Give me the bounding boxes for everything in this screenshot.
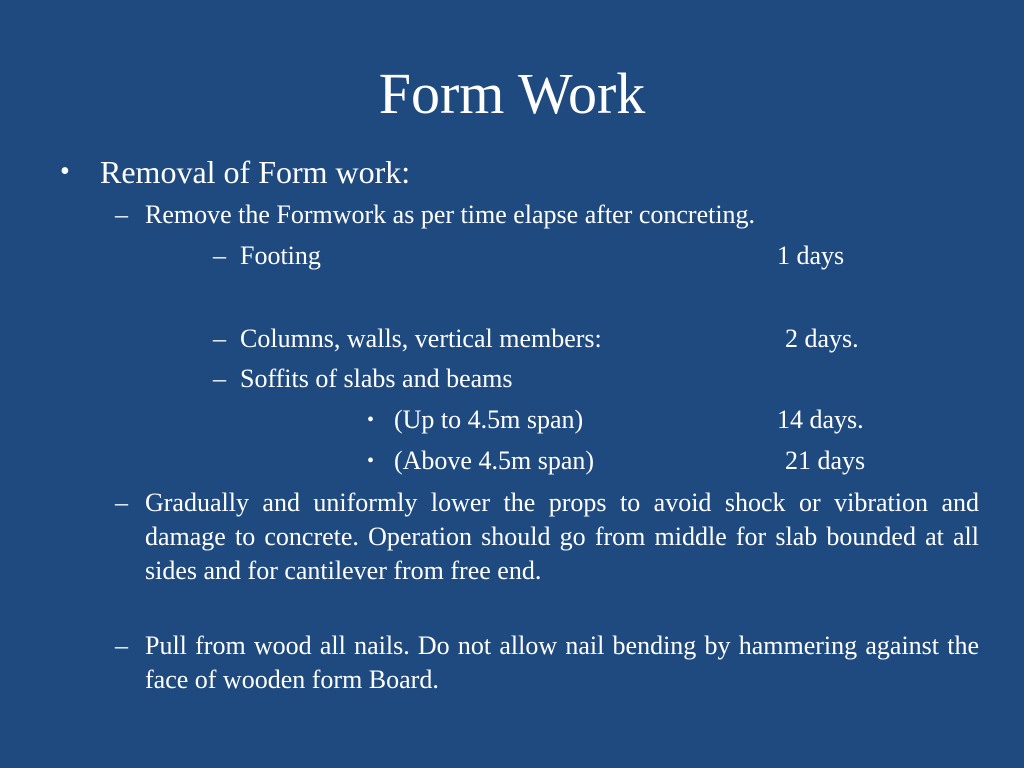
section-heading: Removal of Form work: — [100, 154, 411, 190]
note-paragraph: Gradually and uniformly lower the props to avoid shock or vibration and damage to concrete. Operation should go from middle for slab bounded at all sides and for cantilever from free end. — [145, 488, 979, 585]
bullet-icon: • — [60, 156, 70, 187]
sub-item-label: (Above 4.5m span) — [394, 446, 595, 475]
bullet-icon: • — [367, 409, 375, 431]
slide-title: Form Work — [378, 61, 646, 126]
dash-icon: – — [213, 241, 226, 270]
item-value: 1 days — [777, 241, 845, 270]
note-paragraph: Pull from wood all nails. Do not allow nail bending by hammering against the face of wooden form Board. — [145, 631, 979, 694]
sub-item-label: (Up to 4.5m span) — [394, 405, 584, 434]
dash-icon: – — [115, 200, 128, 229]
sub-item-value: 14 days. — [777, 405, 864, 434]
sub-item-value: 21 days — [785, 446, 866, 475]
dash-icon: – — [115, 488, 128, 517]
dash-icon: – — [115, 631, 128, 660]
bullet-icon: • — [367, 450, 375, 472]
item-label: Soffits of slabs and beams — [240, 364, 513, 393]
dash-icon: – — [213, 364, 226, 393]
intro-text: Remove the Formwork as per time elapse after concreting. — [145, 200, 756, 229]
item-label: Columns, walls, vertical members: — [240, 324, 602, 353]
item-label: Footing — [240, 241, 321, 270]
item-value: 2 days. — [785, 324, 859, 353]
dash-icon: – — [213, 324, 226, 353]
